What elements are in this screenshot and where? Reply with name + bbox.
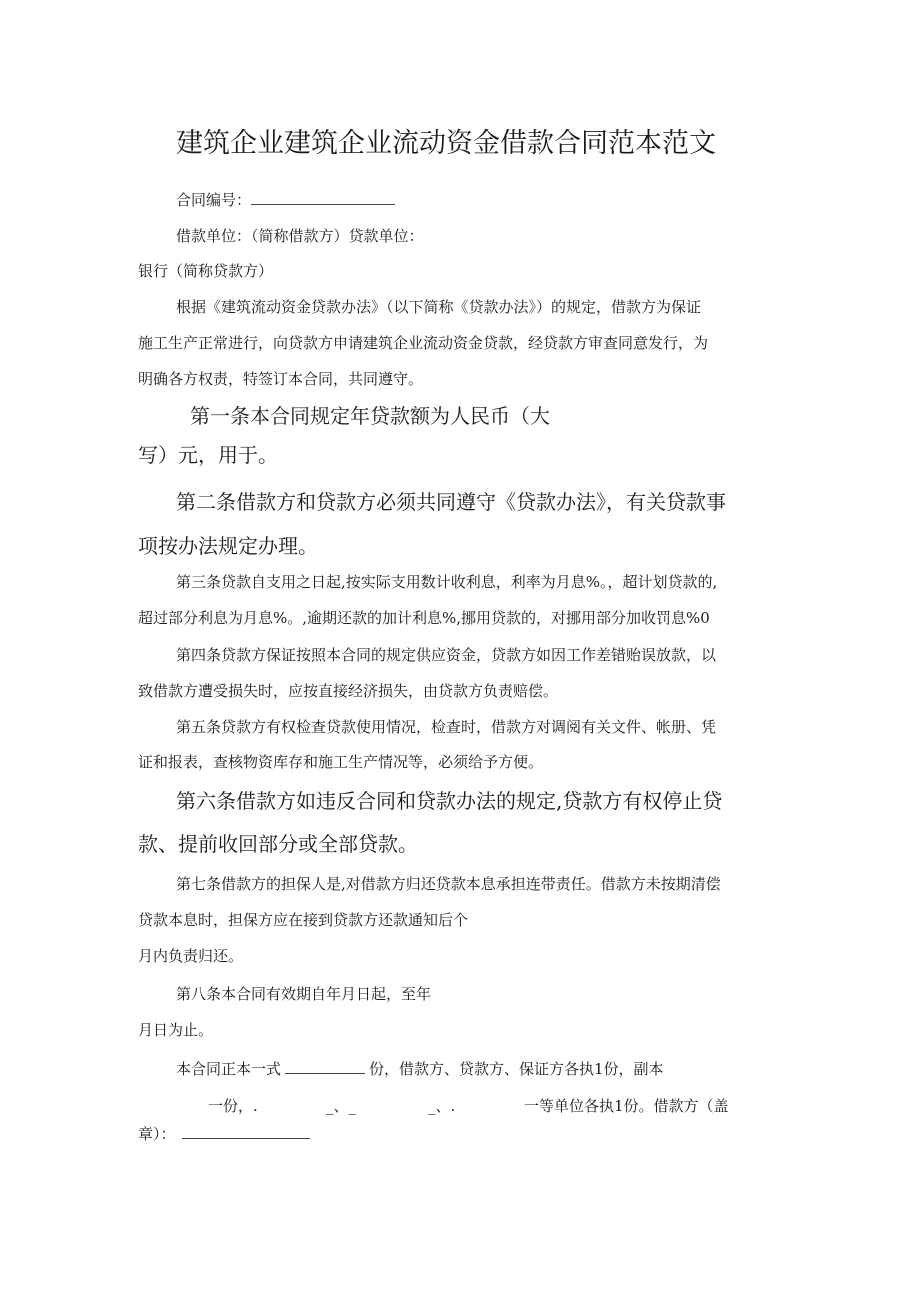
- article-1-line-2: 写）元，用于。: [138, 443, 278, 467]
- article-3-line-2: 超过部分利息为月息%。,逾期还款的加计利息%,挪用贷款的，对挪用部分加收罚息%0: [138, 609, 710, 627]
- article-2-line-1: 第二条借款方和贷款方必须共同遵守《贷款办法》，有关贷款事: [176, 490, 726, 514]
- article-5-line-1: 第五条贷款方有权检查贷款使用情况，检查时，借款方对调阅有关文件、帐册、凭: [176, 718, 717, 736]
- article-1-line-1: 第一条本合同规定年贷款额为人民币（大: [190, 404, 550, 428]
- article-7-line-3: 月内负责归还。: [138, 947, 244, 965]
- article-3-line-1: 第三条贷款自支用之日起,按实际支用数计收利息，利率为月息%。，超计划贷款的,: [176, 573, 718, 591]
- borrower-seal-line: [138, 1122, 310, 1144]
- preamble-line-3: 明确各方权责，特签订本合同，共同遵守。: [138, 370, 424, 388]
- article-4-line-2: 致借款方遭受损失时，应按直接经济损失，由贷款方负责赔偿。: [138, 682, 559, 700]
- copies-line-2-part-3: _、.: [428, 1097, 456, 1115]
- borrower-seal-blank: [182, 1122, 310, 1139]
- borrower-seal-label: 章）：: [138, 1125, 176, 1143]
- article-6-line-2: 款、提前收回部分或全部贷款。: [138, 832, 418, 856]
- contract-number-label: 合同编号：: [176, 191, 252, 209]
- copies-label-end: 份，借款方、贷款方、保证方各执1份，副本: [369, 1060, 664, 1078]
- copies-line-2-part-4: 一等单位各执1份。借款方（盖: [524, 1097, 729, 1115]
- article-2-line-2: 项按办法规定办理。: [138, 534, 318, 558]
- article-8-line-2: 月日为止。: [138, 1021, 214, 1039]
- article-6-line-1: 第六条借款方如违反合同和贷款办法的规定,贷款方有权停止贷: [176, 789, 723, 813]
- preamble-line-1: 根据《建筑流动资金贷款办法》（以下简称《贷款办法》）的规定，借款方为保证: [176, 298, 702, 316]
- copies-line-2-part-1: 一份，.: [208, 1097, 258, 1115]
- copies-line-2-part-2: _、_: [326, 1097, 357, 1115]
- copies-line: [176, 1057, 664, 1079]
- article-7-line-2: 贷款本息时，担保方应在接到贷款方还款通知后个: [138, 911, 469, 929]
- article-8-line-1: 第八条本合同有效期自年月日起，至年: [176, 985, 432, 1003]
- article-7-line-1: 第七条借款方的担保人是,对借款方归还贷款本息承担连带责任。借款方未按期清偿: [176, 875, 721, 893]
- contract-number-line: [176, 188, 395, 210]
- parties-line: 借款单位：（简称借款方）贷款单位：: [176, 227, 424, 245]
- article-5-line-2: 证和报表，查核物资库存和施工生产情况等，必须给予方便。: [138, 753, 544, 771]
- preamble-line-2: 施工生产正常进行，向贷款方申请建筑企业流动资金贷款，经贷款方审查同意发行，为: [138, 334, 709, 352]
- document-title: 建筑企业建筑企业流动资金借款合同范本范文: [176, 128, 716, 159]
- copies-count-blank: [285, 1057, 365, 1074]
- article-4-line-1: 第四条贷款方保证按照本合同的规定供应资金，贷款方如因工作差错贻误放款，以: [176, 646, 717, 664]
- copies-label-start: 本合同正本一式: [176, 1060, 282, 1078]
- bank-line: 银行（简称贷款方）: [138, 262, 274, 280]
- contract-number-blank: [251, 188, 395, 205]
